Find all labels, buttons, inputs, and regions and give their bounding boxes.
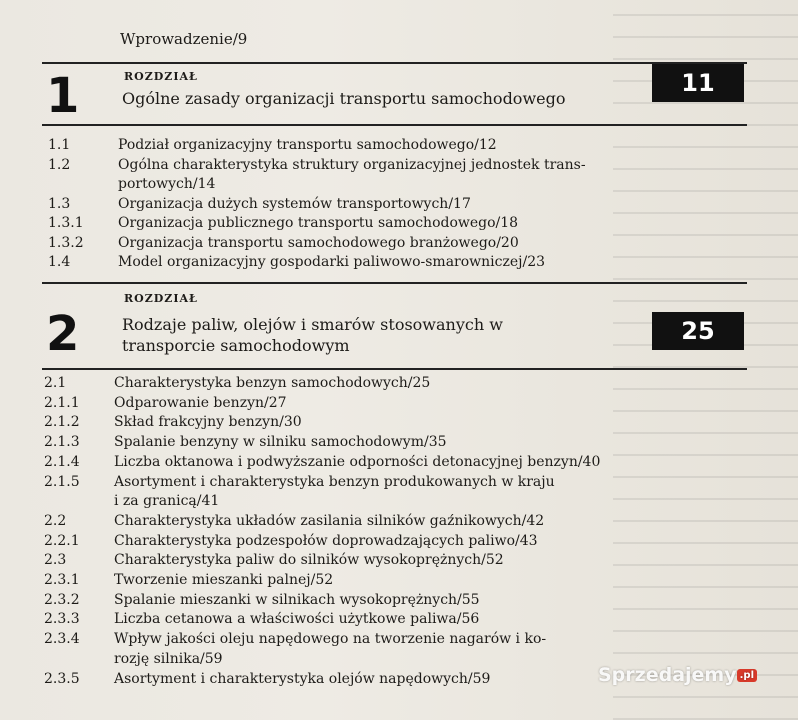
chapter-label: ROZDZIAŁ — [124, 70, 198, 83]
toc-entry-text: Ogólna charakterystyka struktury organizacyjnej jednostek trans- — [118, 156, 586, 173]
chapter-title-line-2: transporcie samochodowym — [122, 336, 350, 355]
toc-entry-text: i za granicą/41 — [114, 493, 220, 510]
watermark-text: Sprzedajemy — [598, 664, 737, 686]
toc-entry-number: 2.1.3 — [44, 434, 80, 451]
toc-entry-number: 1.4 — [48, 254, 71, 270]
toc-entry-text: Spalanie benzyny w silniku samochodowym/35 — [114, 434, 447, 451]
toc-entry-number: 2.1.5 — [44, 473, 80, 490]
toc-entry-text: Podział organizacyjny transportu samochodowego/12 — [118, 137, 497, 153]
chapter-number: 2 — [46, 306, 80, 362]
toc-entry-number: 2.2.1 — [44, 532, 80, 549]
toc-entry-number: 2.2 — [44, 512, 67, 529]
chapter-label: ROZDZIAŁ — [124, 292, 198, 305]
chapter-title-line: Rodzaje paliw, olejów i smarów stosowanych w — [122, 315, 503, 334]
toc-entry-number: 2.3.3 — [44, 611, 80, 628]
toc-entry-text: Tworzenie mieszanki palnej/52 — [114, 572, 334, 588]
toc-entry-text: Organizacja dużych systemów transportowych/17 — [118, 195, 471, 212]
toc-entry-number: 2.1.1 — [44, 394, 80, 411]
toc-entry-text: Spalanie mieszanki w silnikach wysokoprężnych/55 — [114, 591, 480, 608]
toc-entry-text: Charakterystyka paliw do silników wysokoprężnych/52 — [114, 552, 504, 569]
toc-entry-number: 2.1 — [44, 375, 67, 391]
rule-bottom — [42, 368, 747, 370]
intro-entry: Wprowadzenie/9 — [120, 30, 248, 48]
toc-entry-number: 2.1.4 — [44, 453, 80, 470]
rule-top — [42, 62, 747, 64]
toc-entry-number: 1.2 — [48, 156, 71, 173]
toc-entry-text: Charakterystyka benzyn samochodowych/25 — [114, 375, 431, 391]
toc-entry-number: 2.3.4 — [44, 631, 80, 648]
toc-entry-number: 2.3.2 — [44, 591, 80, 608]
toc-entry-number: 2.3.5 — [44, 670, 80, 687]
watermark-suffix: .pl — [737, 669, 757, 682]
toc-entry-text: rozję silnika/59 — [114, 650, 223, 667]
toc-entry-number: 1.3.1 — [48, 215, 84, 231]
toc-entry-text: Liczba cetanowa a właściwości użytkowe paliwa/56 — [114, 611, 480, 628]
rule-bottom — [42, 124, 747, 126]
toc-entry-text: Odparowanie benzyn/27 — [114, 394, 287, 411]
toc-entry-text: Organizacja publicznego transportu samochodowego/18 — [118, 215, 519, 231]
toc-entry-number: 1.3.2 — [48, 234, 84, 251]
chapter-page-box: 11 — [652, 64, 744, 102]
toc-entry-text: Liczba oktanowa i podwyższanie odporności detonacyjnej benzyn/40 — [114, 453, 601, 470]
toc-entry-text: portowych/14 — [118, 176, 216, 192]
toc-entry-number: 2.3.1 — [44, 572, 80, 588]
chapter-title — [122, 88, 622, 109]
toc-entry-text: Charakterystyka podzespołów doprowadzających paliwo/43 — [114, 532, 538, 549]
toc-entry-text: Organizacja transportu samochodowego branżowego/20 — [118, 234, 519, 251]
toc-entry-text: Charakterystyka układów zasilania silników gaźnikowych/42 — [114, 512, 545, 529]
chapter-title — [122, 314, 622, 356]
chapter-number: 1 — [46, 68, 80, 124]
toc-entry-text: Skład frakcyjny benzyn/30 — [114, 414, 302, 431]
chapter-page-box: 25 — [652, 312, 744, 350]
toc-entry-text: Model organizacyjny gospodarki paliwowo-smarowniczej/23 — [118, 254, 546, 270]
toc-entry-number: 1.3 — [48, 195, 71, 212]
toc-entry-number: 2.1.2 — [44, 414, 80, 431]
chapter-title-line: Ogólne zasady organizacji transportu samochodowego — [122, 89, 566, 108]
toc-entry-text: Asortyment i charakterystyka olejów napędowych/59 — [114, 670, 491, 687]
toc-entry-number: 1.1 — [48, 137, 71, 153]
toc-entry-text: Asortyment i charakterystyka benzyn produkowanych w kraju — [114, 473, 555, 490]
rule-top — [42, 282, 747, 284]
toc-entry-number: 2.3 — [44, 552, 67, 569]
toc-entry-text: Wpływ jakości oleju napędowego na tworzenie nagarów i ko- — [114, 631, 547, 648]
watermark-logo — [598, 664, 757, 686]
